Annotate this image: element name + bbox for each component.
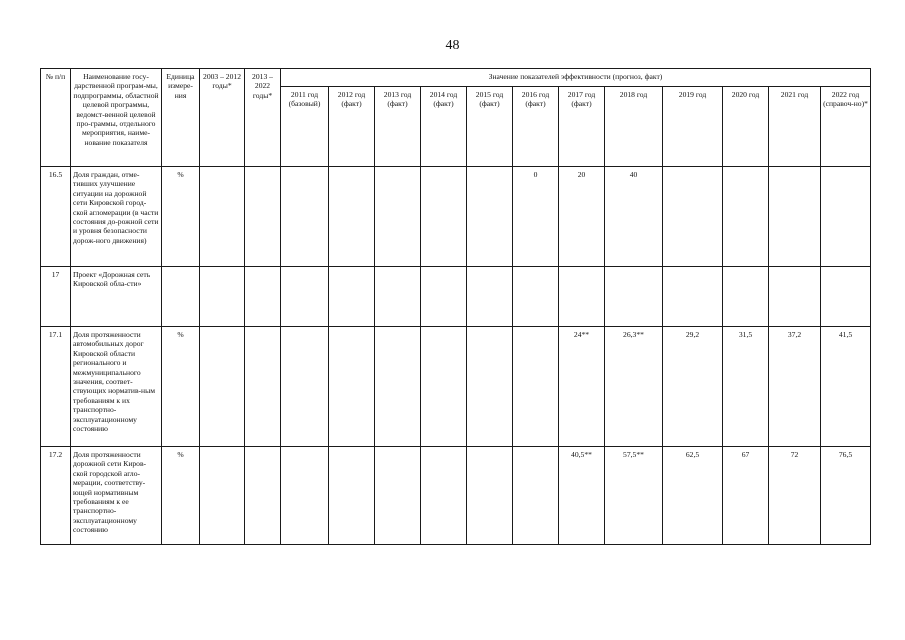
header-name: Наименование госу-дарственной програм-мы, подпрограммы, областной целевой программы, ведомст-венной целевой про-граммы, отдельного мероприятия, наиме-нование показателя <box>71 69 162 167</box>
header-year-2016: 2016 год (факт) <box>513 87 559 167</box>
row-value <box>663 267 723 327</box>
row-value <box>200 447 245 545</box>
header-year-2018: 2018 год <box>605 87 663 167</box>
row-num: 16.5 <box>41 167 71 267</box>
header-year-2022: 2022 год (справоч-но)* <box>821 87 871 167</box>
row-value <box>467 267 513 327</box>
row-value <box>723 267 769 327</box>
row-value <box>559 267 605 327</box>
row-value <box>200 167 245 267</box>
page-number: 48 <box>445 38 460 53</box>
row-value <box>467 447 513 545</box>
row-value <box>513 267 559 327</box>
row-value: 40 <box>605 167 663 267</box>
row-value: 20 <box>559 167 605 267</box>
header-year-2020: 2020 год <box>723 87 769 167</box>
row-value: 37,2 <box>769 327 821 447</box>
row-value <box>375 267 421 327</box>
table-row <box>41 167 871 267</box>
row-value <box>281 167 329 267</box>
row-value <box>375 447 421 545</box>
table-row <box>41 447 871 545</box>
row-value <box>723 167 769 267</box>
row-value <box>281 447 329 545</box>
row-value <box>821 267 871 327</box>
row-value <box>375 327 421 447</box>
header-year-2014: 2014 год (факт) <box>421 87 467 167</box>
row-value: 67 <box>723 447 769 545</box>
row-value <box>821 167 871 267</box>
row-value <box>200 327 245 447</box>
row-value <box>421 327 467 447</box>
row-name: Проект «Дорожная сеть Кировской обла-сти» <box>71 267 162 327</box>
row-value <box>329 447 375 545</box>
row-value: 29,2 <box>663 327 723 447</box>
row-value <box>245 267 281 327</box>
row-value <box>245 447 281 545</box>
row-unit <box>162 267 200 327</box>
row-value <box>245 167 281 267</box>
row-name: Доля протяженности дорожной сети Киров-ской городской агло-мерации, соответству-ющей нормативным требованиям к ее транспортно-эксплуатационному состоянию <box>71 447 162 545</box>
row-value: 31,5 <box>723 327 769 447</box>
row-value <box>663 167 723 267</box>
header-year-2011: 2011 год (базовый) <box>281 87 329 167</box>
row-value <box>769 267 821 327</box>
row-value: 26,3** <box>605 327 663 447</box>
row-name: Доля граждан, отме-тивших улучшение ситуации на дорожной сети Кировской город-ской агломерации (в части состояния до-рожной сети и уровня безопасности дорож-ного движения) <box>71 167 162 267</box>
header-year-2021: 2021 год <box>769 87 821 167</box>
row-value <box>329 327 375 447</box>
row-value <box>769 167 821 267</box>
row-num: 17.2 <box>41 447 71 545</box>
header-efficiency-values: Значение показателей эффективности (прогноз, факт) <box>281 69 871 87</box>
row-value <box>421 167 467 267</box>
header-year-2012: 2012 год (факт) <box>329 87 375 167</box>
row-value <box>605 267 663 327</box>
row-value <box>200 267 245 327</box>
row-value <box>281 327 329 447</box>
row-value: 24** <box>559 327 605 447</box>
table-row <box>41 327 871 447</box>
header-num: № п/п <box>41 69 71 167</box>
row-value: 0 <box>513 167 559 267</box>
row-value: 57,5** <box>605 447 663 545</box>
efficiency-indicators-table <box>40 68 871 545</box>
row-value <box>467 327 513 447</box>
header-year-2019: 2019 год <box>663 87 723 167</box>
row-value: 40,5** <box>559 447 605 545</box>
header-period-2013-2022: 2013 – 2022 годы* <box>245 69 281 167</box>
row-name: Доля протяженности автомобильных дорог Кировской области регионального и межмуниципального значения, соответ-ствующих норматив-ным требованиям к их транспортно-эксплуатационному состоянию <box>71 327 162 447</box>
row-value <box>245 327 281 447</box>
row-unit: % <box>162 447 200 545</box>
header-year-2017: 2017 год (факт) <box>559 87 605 167</box>
row-num: 17.1 <box>41 327 71 447</box>
row-value <box>375 167 421 267</box>
row-value <box>467 167 513 267</box>
row-unit: % <box>162 327 200 447</box>
header-year-2013: 2013 год (факт) <box>375 87 421 167</box>
row-value <box>329 167 375 267</box>
header-unit: Единица измере-ния <box>162 69 200 167</box>
row-num: 17 <box>41 267 71 327</box>
table-row <box>41 267 871 327</box>
row-value <box>281 267 329 327</box>
row-unit: % <box>162 167 200 267</box>
header-year-2015: 2015 год (факт) <box>467 87 513 167</box>
row-value <box>421 267 467 327</box>
row-value: 62,5 <box>663 447 723 545</box>
row-value: 41,5 <box>821 327 871 447</box>
row-value <box>421 447 467 545</box>
row-value <box>513 447 559 545</box>
row-value: 72 <box>769 447 821 545</box>
header-period-2003-2012: 2003 – 2012 годы* <box>200 69 245 167</box>
row-value <box>329 267 375 327</box>
row-value: 76,5 <box>821 447 871 545</box>
row-value <box>513 327 559 447</box>
